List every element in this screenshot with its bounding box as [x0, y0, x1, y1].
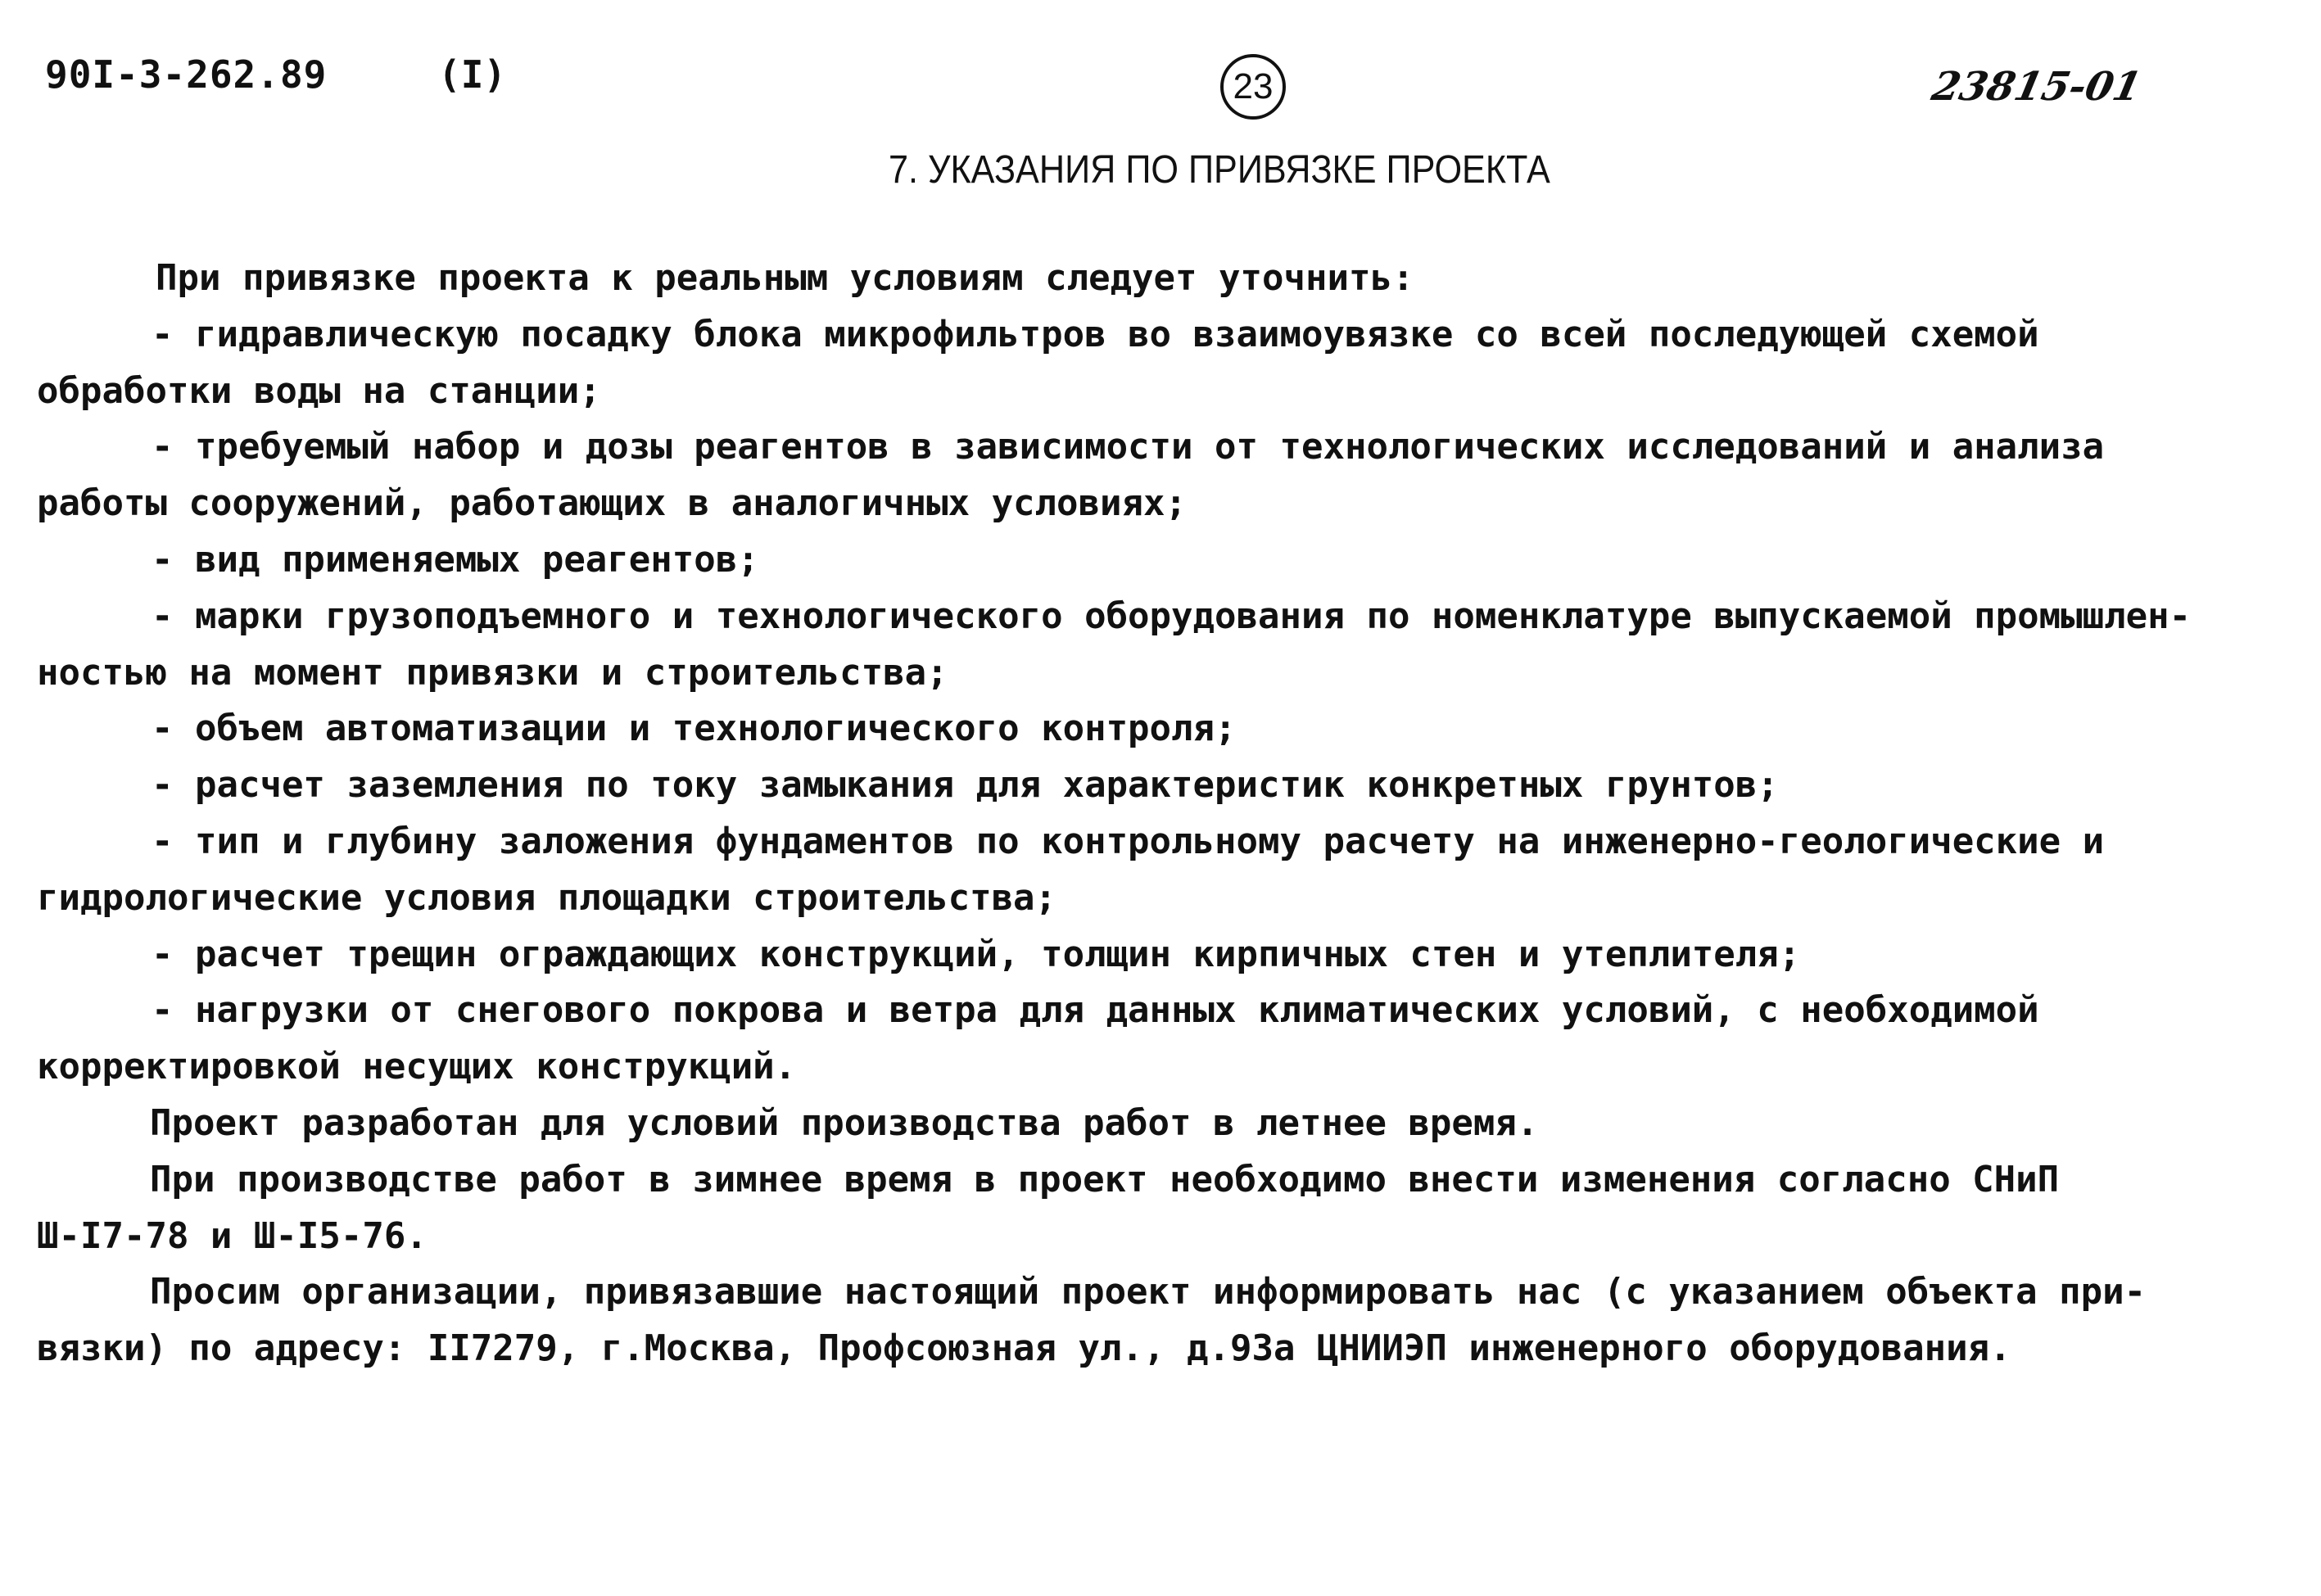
paragraph-line: - марки грузоподъемного и технологического оборудования по номенклатуре выпускаемой промышлен-	[152, 595, 2192, 637]
paragraph-line: - объем автоматизации и технологического контроля;	[152, 708, 1237, 750]
paragraph-line: Проект разработан для условий производства работ в летнее время.	[150, 1101, 1539, 1144]
paragraph-line: корректировкой несущих конструкций.	[37, 1046, 797, 1088]
body-text	[37, 251, 2297, 1377]
paragraph-line: - расчет трещин ограждающих конструкций, толщин кирпичных стен и утеплителя;	[152, 933, 1801, 975]
paragraph-line: гидрологические условия площадки строительства;	[37, 876, 1057, 919]
paragraph-line: - гидравлическую посадку блока микрофильтров во взаимоувязке со всей последующей схемой	[152, 313, 2039, 355]
sheet-marker: (I)	[438, 52, 507, 97]
handwritten-reference-number: 23815-01	[1928, 64, 2146, 110]
paragraph-line-intro: При привязке проекта к реальным условиям следует уточнить:	[156, 257, 1414, 299]
paragraph-line: - вид применяемых реагентов;	[152, 538, 759, 581]
page-number: 23	[1233, 66, 1274, 106]
paragraph-line: обработки воды на станции;	[37, 369, 601, 412]
paragraph-line: Ш-I7-78 и Ш-I5-76.	[37, 1214, 428, 1257]
paragraph-line: - тип и глубину заложения фундаментов по контрольному расчету на инженерно-геологические и	[152, 820, 2105, 862]
paragraph-line: - нагрузки от снегового покрова и ветра для данных климатических условий, с необходимой	[152, 989, 2039, 1032]
paragraph-line: Просим организации, привязавшие настоящий проект информировать нас (с указанием объекта при-	[150, 1271, 2147, 1313]
page-number-circle	[1220, 54, 1286, 120]
document-code: 90I-3-262.89	[45, 52, 328, 97]
section-title: 7. УКАЗАНИЯ ПО ПРИВЯЗКЕ ПРОЕКТА	[889, 148, 1550, 192]
paragraph-line: - расчет заземления по току замыкания для характеристик конкретных грунтов;	[152, 764, 1779, 807]
paragraph-line: При производстве работ в зимнее время в проект необходимо внести изменения согласно СНиП	[150, 1158, 2060, 1200]
paragraph-line: ностью на момент привязки и строительства;	[37, 651, 948, 694]
paragraph-line: - требуемый набор и дозы реагентов в зависимости от технологических исследований и анализа	[152, 426, 2105, 468]
paragraph-line: работы сооружений, работающих в аналогичных условиях;	[37, 482, 1187, 525]
paragraph-line: вязки) по адресу: II7279, г.Москва, Профсоюзная ул., д.93а ЦНИИЭП инженерного оборудования.	[37, 1327, 2011, 1370]
